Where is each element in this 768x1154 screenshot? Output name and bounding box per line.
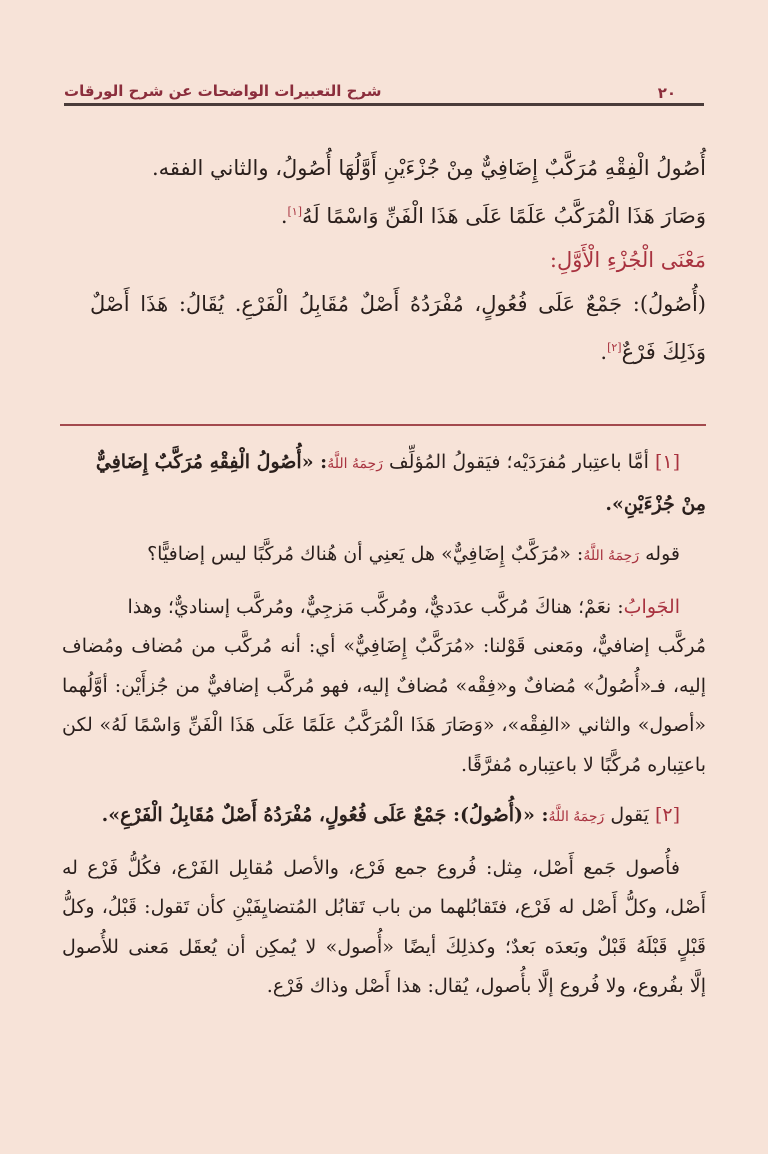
footnote-separator — [60, 424, 706, 426]
definition-end: . — [600, 340, 608, 364]
answer-label: الجَوابُ — [623, 595, 680, 618]
answer-line-3: إليه، فـ«أُصُولُ» مُضافٌ و«فِقْه» مُضافٌ إليه، فهو مُركَّب إضافيٌّ من جُزأَيْن: أوَّلُهما — [62, 674, 706, 697]
honorific-1: رَحِمَهُ اللَّهُ — [327, 456, 383, 472]
main-line-2-end: . — [280, 204, 288, 228]
footnote-1-question — [62, 535, 706, 577]
section-heading: مَعْنَى الْجُزْءِ الْأَوَّلِ: — [549, 248, 706, 272]
spacer — [62, 838, 706, 849]
footnote-2-line-2: فأُصول جَمع أَصْل، مِثل: فُروع جمع فَرْع، والأصل مُقابِل الفَرْع، فكُلُّ فَرْع له — [62, 856, 680, 879]
header-rule — [64, 103, 704, 106]
spacer — [62, 785, 706, 796]
answer-line-2: مُركَّب إضافيٌّ، ومَعنى قَوْلنا: «مُرَكَّبٌ إِضَافِيٌّ» أي: أنه مُركَّب من مُضاف ومُضاف — [62, 635, 706, 657]
footnote-2-line-4: قَبْلٍ قَبْلَهُ قَبْلٌ وبَعدَه بَعدٌ؛ وكذلِكَ أيضًا «أُصول» لا يُمكِن أن يُعقَل مَعنى للأُصول — [62, 935, 706, 958]
footnotes — [62, 443, 706, 1007]
question-prefix: قوله — [645, 543, 680, 565]
footnote-ref-1[interactable]: [١] — [287, 205, 303, 218]
main-line-2-text: وَصَارَ هَذَا الْمُرَكَّبُ عَلَمًا عَلَى هَذَا الْفَنِّ وَاسْمًا لَهُ — [302, 204, 706, 228]
footnote-ref-2[interactable]: [٢] — [607, 341, 622, 354]
footnote-1-quote: : «أُصُولُ الْفِقْهِ مُرَكَّبٌ إِضَافِيٌّ — [95, 451, 328, 473]
footnote-1-line-1 — [62, 443, 706, 485]
footnote-1-text: أمَّا باعتِبار مُفرَدَيْه؛ فيَقولُ المُؤلِّف — [389, 451, 649, 473]
answer-line-1-text: : نعَمْ؛ هناكَ مُركَّب عدَديٌّ، ومُركَّب مَزجِيٌّ، ومُركَّب إسناديٌّ؛ وهذا — [127, 595, 624, 618]
page-number: ٢٠ — [657, 84, 676, 102]
honorific-2: رَحِمَهُ اللَّهُ — [583, 548, 640, 564]
spacer — [62, 524, 706, 535]
footnote-2-prefix: يَقول — [610, 804, 649, 826]
running-title: شرح التعبيرات الواضحات عن شرح الورقات — [64, 82, 382, 100]
footnote-2-line-5: إلَّا بفُروع، ولا فُروع إلَّا بأُصول، يُقال: هذا أَصْل وذاك فَرْع. — [266, 975, 706, 997]
answer-line-4: «أصول» والثاني «الفِقْه»، «وَصَارَ هَذَا الْمُرَكَّبُ عَلَمًا عَلَى هَذَا الْفَنِّ وَاسْمًا لَهُ» لكن — [62, 714, 706, 736]
main-line-2 — [90, 190, 706, 238]
main-line-1: أُصُولُ الْفِقْهِ مُرَكَّبٌ إِضَافِيٌّ مِنْ جُزْءَيْنِ أَوَّلُهَا أُصُولُ، والثاني الفقه. — [151, 156, 706, 180]
question-text: : «مُرَكَّبٌ إِضَافِيٌّ» هل يَعنِي أن هُناك مُركَّبًا ليس إضافيًّا؟ — [147, 543, 584, 565]
answer-line-5: باعتِباره مُركَّبًا لا باعتِباره مُفرَّقًا. — [460, 753, 706, 776]
footnote-2-line-1 — [62, 796, 706, 838]
definition-line-2-text: وَذَلِكَ فَرْعٌ — [621, 340, 706, 364]
definition-line-2 — [90, 326, 706, 374]
footnote-2-line-3: أَصْل، وكلُّ أَصْل له فَرْع، فتَقابُلهما من باب تَقابُل المُتضايِفَيْنِ كأن تَقول: قَبْلُ، وكلُّ — [62, 896, 706, 918]
main-text — [90, 146, 706, 374]
honorific-3: رَحِمَهُ اللَّهُ — [548, 809, 605, 825]
footnote-2-marker: [٢] — [654, 804, 680, 826]
footnote-1-marker: [١] — [654, 451, 680, 473]
spacer — [62, 577, 706, 588]
definition-line-1: (أُصُولُ): جَمْعٌ عَلَى فُعُولٍ، مُفْرَدُهُ أَصْلٌ مُقَابِلُ الْفَرْعِ. يُقَالُ: هَذَا أَصْلٌ — [90, 292, 706, 316]
footnote-2-quote: : «(أُصُولُ): جَمْعٌ عَلَى فُعُولٍ، مُفْرَدُهُ أَصْلٌ مُقَابِلُ الْفَرْعِ». — [101, 804, 549, 826]
footnote-1-line-2: مِنْ جُزْءَيْنِ». — [605, 492, 706, 515]
answer-line-1 — [62, 588, 706, 628]
